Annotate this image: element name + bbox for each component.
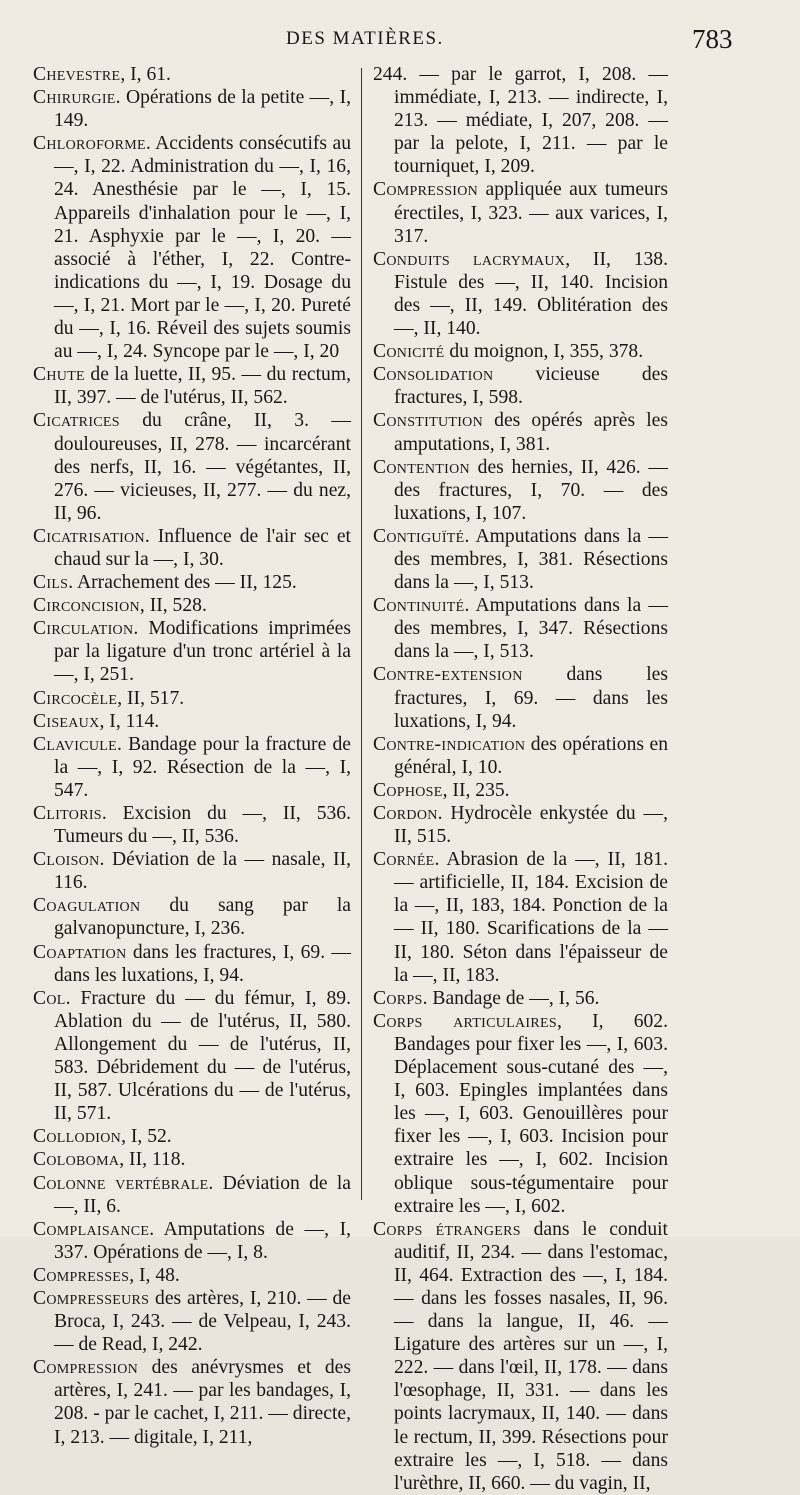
- entry-text: , I, 61.: [120, 64, 171, 85]
- index-entry: [33, 594, 351, 617]
- index-entry: [33, 571, 351, 594]
- index-entry: [33, 617, 351, 686]
- entry-headword: Col: [33, 987, 66, 1009]
- index-entry: [373, 848, 668, 987]
- entry-text: vicieuse des fractures, I, 598.: [394, 364, 668, 409]
- entry-text: des hernies, II, 426. — des fractures, I, 70. — des luxations, I, 107.: [394, 456, 668, 524]
- entry-headword: Chute: [33, 364, 85, 386]
- entry-text: . Abrasion de la —, II, 181. — artificielle, II, 184. Excision de la —, II, 183, 184. Ponction de la — II, 180. Scarifications de la — II, 180. Séton dans l'épaisseur de la —, II, 183.: [394, 849, 668, 986]
- entry-text: , II, 138. Fistule des —, II, 140. Incision des —, II, 149. Oblitération des —, II, 140.: [394, 248, 669, 340]
- entry-headword: Constitution: [373, 410, 483, 432]
- entry-text: , II, 528.: [139, 595, 207, 617]
- entry-headword: Coagulation: [33, 895, 141, 917]
- entry-text: 244. — par le garrot, I, 208. — immédiate, I, 213. — indirecte, I, 213. — médiate, I, 207, 208. — par la pelote, I, 211. — par le tourniquet, I, 209.: [373, 64, 668, 178]
- index-entry: [373, 456, 668, 525]
- entry-text: . Amputations dans la — des membres, I, 347. Résections dans la —, I, 513.: [394, 595, 668, 663]
- index-entry: [33, 987, 351, 1126]
- index-entry: [33, 1172, 351, 1218]
- entry-headword: Chevestre: [33, 64, 121, 85]
- entry-headword: Clavicule: [33, 733, 117, 755]
- index-entry: [373, 663, 668, 732]
- entry-text: du crâne, II, 3. — douloureuses, II, 278. — incarcérant des nerfs, II, 16. — végétantes, II, 276. — vicieuses, II, 277. — du nez, II, 96.: [54, 410, 351, 524]
- index-entry: [373, 178, 668, 247]
- index-entry: [33, 710, 351, 733]
- entry-text: du moignon, I, 355, 378.: [444, 341, 644, 363]
- index-entry: [373, 802, 668, 848]
- entry-text: des anévrysmes et des artères, I, 241. — par les bandages, I, 208. - par le cachet, I, 211. — directe, I, 213. — digitale, I, 211,: [54, 1357, 351, 1448]
- entry-text: . Bandage de —, I, 56.: [422, 987, 600, 1009]
- entry-text: . Hydrocèle enkystée du —, II, 515.: [394, 803, 668, 848]
- entry-text: . Déviation de la — nasale, II, 116.: [54, 849, 351, 894]
- entry-headword: Cophose: [373, 779, 443, 801]
- entry-headword: Continuité: [373, 595, 465, 617]
- index-entry: [33, 848, 351, 894]
- entry-headword: Cils: [33, 572, 69, 594]
- entry-text: . Bandage pour la fracture de la —, I, 92. Résection de la —, I, 547.: [54, 733, 351, 801]
- index-entry: [33, 1264, 351, 1287]
- entry-headword: Circoncision: [33, 595, 140, 617]
- index-entry: [373, 409, 668, 455]
- entry-headword: Compresseurs: [33, 1287, 150, 1309]
- entry-text: , I, 48.: [129, 1264, 180, 1286]
- entry-headword: Corps étrangers: [373, 1218, 521, 1240]
- page-header: [0, 26, 800, 56]
- entry-headword: Contre-extension: [373, 664, 523, 686]
- entry-text: dans les fractures, I, 69. — dans les luxations, I, 94.: [54, 941, 351, 986]
- entry-headword: Coaptation: [33, 941, 127, 963]
- entry-text: . Opérations de la petite —, I, 149.: [54, 87, 351, 132]
- entry-headword: Cicatrices: [33, 410, 120, 432]
- index-entry: [373, 594, 668, 663]
- entry-text: des opérés après les amputations, I, 381.: [394, 410, 668, 455]
- index-entry: [33, 1356, 351, 1448]
- page-number: 783: [692, 24, 733, 54]
- index-entry: [373, 987, 668, 1010]
- index-entry: [33, 941, 351, 987]
- right-column: [373, 63, 668, 1495]
- index-entry: [33, 63, 351, 86]
- entry-headword: Contre-indication: [373, 733, 526, 755]
- entry-headword: Compression: [33, 1357, 139, 1379]
- index-entry: [33, 409, 351, 524]
- entry-text: dans le conduit auditif, II, 234. — dans l'estomac, II, 464. Extraction des —, I, 184. — dans les fosses nasales, II, 96. — dans la langue, II, 46. — Ligature des artères sur un —, I, 222. — dans l'œil, II, 178. — dans l'œsophage, II, 331. — dans les points lacrymaux, II, 140. — dans le rectum, II, 399. Résections pour extraire les —, I, 518. — dans l'urèthre, II, 660. — du vagin, II,: [394, 1218, 668, 1494]
- entry-text: . Amputations de —, I, 337. Opérations de —, I, 8.: [54, 1218, 351, 1263]
- index-entry: [373, 779, 668, 802]
- entry-headword: Compresses: [33, 1264, 130, 1286]
- entry-headword: Chirurgie: [33, 87, 116, 109]
- index-entry: [373, 1218, 668, 1495]
- entry-headword: Compression: [373, 179, 479, 201]
- index-entry: [33, 86, 351, 132]
- index-entry: [373, 733, 668, 779]
- index-entry: [373, 1010, 668, 1218]
- entry-headword: Contiguïté: [373, 525, 465, 547]
- entry-text: dans les fractures, I, 69. — dans les luxations, I, 94.: [394, 664, 668, 732]
- index-entry: [33, 1218, 351, 1264]
- entry-headword: Ciseaux: [33, 710, 100, 732]
- index-entry: [33, 1287, 351, 1356]
- entry-headword: Corps articulaires: [373, 1010, 557, 1032]
- entry-headword: Circocèle: [33, 687, 118, 709]
- entry-headword: Consolidation: [373, 364, 494, 386]
- index-entry: [373, 363, 668, 409]
- index-entry: [373, 63, 668, 178]
- index-entry: [33, 132, 351, 363]
- index-entry: [33, 733, 351, 802]
- index-entry: [33, 1148, 351, 1171]
- entry-text: . Amputations dans la — des membres, I, 381. Résections dans la —, I, 513.: [394, 525, 668, 594]
- entry-headword: Cloison: [33, 849, 100, 871]
- index-entry: [33, 802, 351, 848]
- index-entry: [33, 363, 351, 409]
- running-head: DES MATIÈRES.: [286, 28, 444, 49]
- entry-text: du sang par la galvanopuncture, I, 236.: [54, 895, 351, 940]
- entry-headword: Complaisance: [33, 1218, 150, 1240]
- entry-headword: Conicité: [373, 341, 445, 363]
- index-entry: [373, 525, 668, 594]
- index-entry: [33, 894, 351, 940]
- entry-headword: Cicatrisation: [33, 525, 145, 547]
- entry-headword: Circulation: [33, 618, 134, 640]
- entry-text: . Accidents consécutifs au —, I, 22. Administration du —, I, 16, 24. Anesthésie par le —, I, 15. Appareils d'inhalation pour le —, I, 21. Asphyxie par le —, I, 20. — associé à l'éther, I, 22. Contre-indications du —, I, 19. Dosage du —, I, 21. Mort par le —, I, 20. Pureté du —, I, 16. Réveil des sujets soumis au —, I, 24. Syncope par le —, I, 20: [54, 133, 351, 363]
- index-entry: [33, 525, 351, 571]
- entry-headword: Cordon: [373, 803, 438, 824]
- entry-headword: Chloroforme: [33, 133, 146, 155]
- entry-text: , II, 118.: [119, 1149, 186, 1171]
- index-entry: [373, 340, 668, 363]
- entry-text: , I, 114.: [99, 710, 160, 732]
- index-entry: [33, 687, 351, 710]
- entry-text: , II, 517.: [117, 687, 185, 709]
- index-entry: [33, 1125, 351, 1148]
- entry-text: , II, 235.: [442, 779, 510, 801]
- entry-text: . Influence de l'air sec et chaud sur la —, I, 30.: [54, 525, 351, 570]
- column-divider: [361, 68, 362, 1200]
- entry-headword: Cornée: [373, 849, 435, 871]
- entry-text: . Modifications imprimées par la ligature d'un tronc artériel à la —, I, 251.: [54, 618, 351, 686]
- entry-text: des opérations en général, I, 10.: [394, 733, 668, 778]
- entry-text: appliquée aux tumeurs érectiles, I, 323. — aux varices, I, 317.: [394, 179, 668, 247]
- left-column: [33, 63, 351, 1449]
- entry-text: . Fracture du — du fémur, I, 89. Ablation du — de l'utérus, II, 580. Allongement du — de l'utérus, II, 583. Débridement du — de l'utérus, II, 587. Ulcérations du — de l'utérus, II, 571.: [54, 987, 351, 1125]
- entry-text: . Excision du —, II, 536. Tumeurs du —, II, 536.: [54, 803, 351, 848]
- entry-text: , I, 602. Bandages pour fixer les —, I, 603. Déplacement sous-cutané des —, I, 603. Epingles implantées dans les —, I, 603. Genouillères pour fixer les —, I, 603. Incision pour extraire les —, I, 602. Incision oblique sous-tégumentaire pour extraire les —, I, 602.: [394, 1010, 668, 1217]
- entry-headword: Collodion: [33, 1126, 122, 1148]
- entry-headword: Clitoris: [33, 803, 102, 824]
- entry-headword: Coloboma: [33, 1149, 120, 1171]
- entry-text: des artères, I, 210. — de Broca, I, 243. — de Velpeau, I, 243. — de Read, I, 242.: [54, 1287, 351, 1356]
- entry-headword: Conduits lacrymaux: [373, 248, 566, 270]
- entry-headword: Contention: [373, 456, 470, 478]
- entry-headword: Corps: [373, 987, 423, 1009]
- entry-text: . Déviation de la —, II, 6.: [54, 1172, 351, 1217]
- entry-headword: Colonne vertébrale: [33, 1172, 209, 1194]
- entry-text: , I, 52.: [121, 1126, 172, 1148]
- entry-text: . Arrachement des — II, 125.: [68, 572, 297, 594]
- index-entry: [373, 248, 668, 340]
- entry-text: de la luette, II, 95. — du rectum, II, 397. — de l'utérus, II, 562.: [54, 364, 351, 409]
